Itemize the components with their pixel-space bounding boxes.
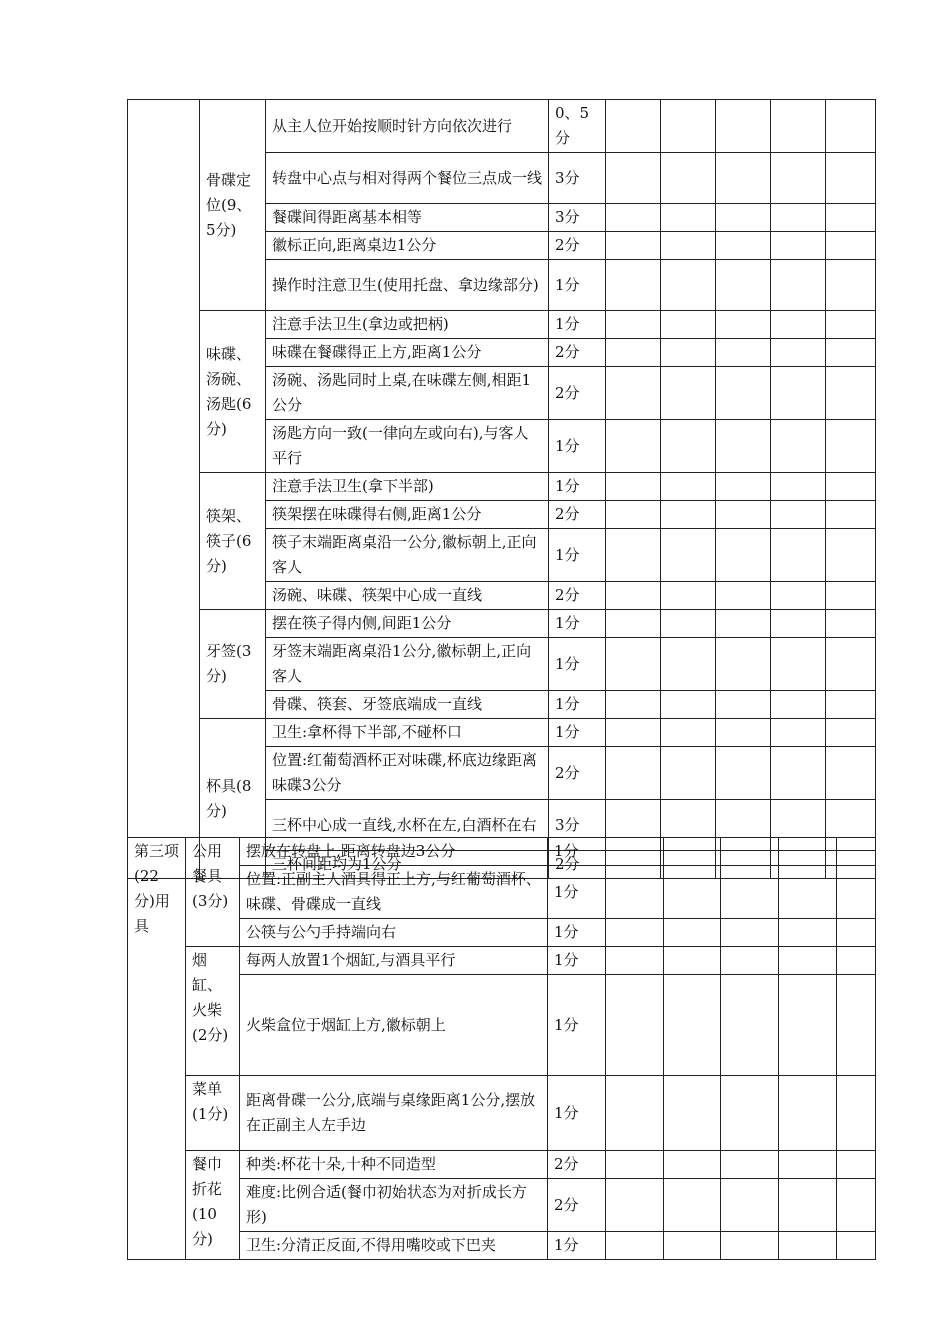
blank-grade-cell xyxy=(716,638,771,691)
blank-grade-cell xyxy=(837,1076,876,1151)
blank-grade-cell xyxy=(837,866,876,919)
blank-grade-cell xyxy=(826,638,876,691)
score-cell: 1分 xyxy=(549,420,606,473)
blank-grade-cell xyxy=(826,610,876,638)
blank-grade-cell xyxy=(716,311,771,339)
blank-grade-cell xyxy=(779,919,837,947)
blank-grade-cell xyxy=(826,582,876,610)
category-cell: 牙签(3分) xyxy=(200,610,266,719)
blank-grade-cell xyxy=(664,1076,721,1151)
blank-grade-cell xyxy=(661,153,716,204)
score-cell: 1分 xyxy=(549,529,606,582)
blank-grade-cell xyxy=(661,719,716,747)
score-cell: 1分 xyxy=(548,838,606,866)
blank-grade-cell xyxy=(716,719,771,747)
score-cell: 2分 xyxy=(549,501,606,529)
blank-grade-cell xyxy=(661,367,716,420)
blank-grade-cell xyxy=(606,339,661,367)
section-name: 第三项(22分)用具 xyxy=(128,838,186,1260)
blank-grade-cell xyxy=(606,975,664,1076)
score-cell: 1分 xyxy=(549,610,606,638)
blank-grade-cell xyxy=(721,1076,779,1151)
blank-grade-cell xyxy=(661,638,716,691)
criterion-text: 火柴盒位于烟缸上方,徽标朝上 xyxy=(240,975,548,1076)
blank-grade-cell xyxy=(664,866,721,919)
blank-grade-cell xyxy=(606,691,661,719)
blank-grade-cell xyxy=(606,311,661,339)
blank-grade-cell xyxy=(664,838,721,866)
score-cell: 1分 xyxy=(548,975,606,1076)
blank-grade-cell xyxy=(606,1151,664,1179)
criterion-text: 转盘中心点与相对得两个餐位三点成一线 xyxy=(266,153,549,204)
category-cell: 菜单(1分) xyxy=(186,1076,240,1151)
criterion-text: 徽标正向,距离桌边1公分 xyxy=(266,232,549,260)
blank-grade-cell xyxy=(771,260,826,311)
blank-grade-cell xyxy=(661,691,716,719)
score-cell: 1分 xyxy=(549,638,606,691)
criterion-text: 卫生:拿杯得下半部,不碰杯口 xyxy=(266,719,549,747)
criterion-text: 摆在筷子得内侧,间距1公分 xyxy=(266,610,549,638)
blank-grade-cell xyxy=(826,204,876,232)
category-cell: 餐巾折花(10分) xyxy=(186,1151,240,1260)
blank-grade-cell xyxy=(661,204,716,232)
blank-grade-cell xyxy=(606,153,661,204)
blank-grade-cell xyxy=(826,501,876,529)
blank-grade-cell xyxy=(837,838,876,866)
blank-grade-cell xyxy=(826,232,876,260)
score-cell: 2分 xyxy=(549,747,606,800)
blank-grade-cell xyxy=(779,975,837,1076)
criterion-text: 筷架摆在味碟得右侧,距离1公分 xyxy=(266,501,549,529)
blank-grade-cell xyxy=(664,1179,721,1232)
blank-grade-cell xyxy=(771,719,826,747)
score-cell: 1分 xyxy=(548,947,606,975)
blank-grade-cell xyxy=(721,947,779,975)
section-cell-blank xyxy=(128,100,200,879)
blank-grade-cell xyxy=(661,420,716,473)
blank-grade-cell xyxy=(771,691,826,719)
blank-grade-cell xyxy=(606,838,664,866)
blank-grade-cell xyxy=(606,719,661,747)
blank-grade-cell xyxy=(771,501,826,529)
blank-grade-cell xyxy=(606,638,661,691)
blank-grade-cell xyxy=(661,529,716,582)
blank-grade-cell xyxy=(716,339,771,367)
blank-grade-cell xyxy=(826,747,876,800)
blank-grade-cell xyxy=(664,919,721,947)
blank-grade-cell xyxy=(716,204,771,232)
blank-grade-cell xyxy=(661,311,716,339)
blank-grade-cell xyxy=(826,691,876,719)
blank-grade-cell xyxy=(826,260,876,311)
score-cell: 1分 xyxy=(549,311,606,339)
criterion-text: 餐碟间得距离基本相等 xyxy=(266,204,549,232)
blank-grade-cell xyxy=(606,919,664,947)
criterion-text: 注意手法卫生(拿下半部) xyxy=(266,473,549,501)
blank-grade-cell xyxy=(606,529,661,582)
criterion-text: 三杯间距均为1公分 xyxy=(266,851,549,879)
score-cell: 3分 xyxy=(549,204,606,232)
blank-grade-cell xyxy=(826,529,876,582)
score-cell: 1分 xyxy=(549,473,606,501)
blank-grade-cell xyxy=(826,100,876,153)
criterion-text: 从主人位开始按顺时针方向依次进行 xyxy=(266,100,549,153)
blank-grade-cell xyxy=(661,260,716,311)
blank-grade-cell xyxy=(606,420,661,473)
criterion-text: 骨碟、筷套、牙签底端成一直线 xyxy=(266,691,549,719)
blank-grade-cell xyxy=(837,919,876,947)
category-cell: 筷架、筷子(6分) xyxy=(200,473,266,610)
blank-grade-cell xyxy=(837,1179,876,1232)
blank-grade-cell xyxy=(664,1232,721,1260)
blank-grade-cell xyxy=(661,100,716,153)
blank-grade-cell xyxy=(716,691,771,719)
scoring-table-upper xyxy=(127,99,876,879)
blank-grade-cell xyxy=(837,1151,876,1179)
blank-grade-cell xyxy=(779,866,837,919)
criterion-text: 汤碗、味碟、筷架中心成一直线 xyxy=(266,582,549,610)
category-cell: 公用餐具(3分) xyxy=(186,838,240,947)
blank-grade-cell xyxy=(826,339,876,367)
blank-grade-cell xyxy=(779,1179,837,1232)
blank-grade-cell xyxy=(661,473,716,501)
criterion-text: 牙签末端距离桌沿1公分,徽标朝上,正向客人 xyxy=(266,638,549,691)
blank-grade-cell xyxy=(779,1076,837,1151)
blank-grade-cell xyxy=(661,339,716,367)
blank-grade-cell xyxy=(716,501,771,529)
score-cell: 0、5分 xyxy=(549,100,606,153)
blank-grade-cell xyxy=(606,473,661,501)
blank-grade-cell xyxy=(721,1151,779,1179)
blank-grade-cell xyxy=(771,100,826,153)
criterion-text: 每两人放置1个烟缸,与酒具平行 xyxy=(240,947,548,975)
blank-grade-cell xyxy=(771,232,826,260)
score-cell: 1分 xyxy=(549,719,606,747)
criterion-text: 汤匙方向一致(一律向左或向右),与客人平行 xyxy=(266,420,549,473)
blank-grade-cell xyxy=(837,975,876,1076)
blank-grade-cell xyxy=(771,367,826,420)
blank-grade-cell xyxy=(771,153,826,204)
scoring-table-lower xyxy=(127,837,876,1260)
blank-grade-cell xyxy=(826,311,876,339)
criterion-text: 味碟在餐碟得正上方,距离1公分 xyxy=(266,339,549,367)
score-cell: 2分 xyxy=(548,1151,606,1179)
blank-grade-cell xyxy=(771,610,826,638)
blank-grade-cell xyxy=(664,1151,721,1179)
criterion-text: 操作时注意卫生(使用托盘、拿边缘部分) xyxy=(266,260,549,311)
score-cell: 2分 xyxy=(549,232,606,260)
blank-grade-cell xyxy=(661,232,716,260)
criterion-text: 筷子末端距离桌沿一公分,徽标朝上,正向客人 xyxy=(266,529,549,582)
criterion-text: 距离骨碟一公分,底端与桌缘距离1公分,摆放在正副主人左手边 xyxy=(240,1076,548,1151)
blank-grade-cell xyxy=(716,100,771,153)
category-cell: 味碟、汤碗、汤匙(6分) xyxy=(200,311,266,473)
blank-grade-cell xyxy=(721,975,779,1076)
blank-grade-cell xyxy=(771,747,826,800)
blank-grade-cell xyxy=(606,232,661,260)
score-cell: 1分 xyxy=(548,1076,606,1151)
blank-grade-cell xyxy=(606,610,661,638)
blank-grade-cell xyxy=(826,473,876,501)
score-cell: 2分 xyxy=(549,851,606,879)
blank-grade-cell xyxy=(779,1151,837,1179)
blank-grade-cell xyxy=(716,529,771,582)
criterion-text: 公筷与公勺手持端向右 xyxy=(240,919,548,947)
score-cell: 3分 xyxy=(549,800,606,851)
blank-grade-cell xyxy=(721,1232,779,1260)
blank-grade-cell xyxy=(721,919,779,947)
blank-grade-cell xyxy=(716,260,771,311)
blank-grade-cell xyxy=(606,367,661,420)
category-cell: 烟缸、火柴(2分) xyxy=(186,947,240,1076)
blank-grade-cell xyxy=(716,747,771,800)
criterion-text: 摆放在转盘上,距离转盘边3公分 xyxy=(240,838,548,866)
blank-grade-cell xyxy=(606,947,664,975)
criterion-text: 位置:红葡萄酒杯正对味碟,杯底边缘距离味碟3公分 xyxy=(266,747,549,800)
blank-grade-cell xyxy=(661,747,716,800)
blank-grade-cell xyxy=(606,1232,664,1260)
blank-grade-cell xyxy=(606,1076,664,1151)
blank-grade-cell xyxy=(716,153,771,204)
blank-grade-cell xyxy=(837,1232,876,1260)
blank-grade-cell xyxy=(771,638,826,691)
blank-grade-cell xyxy=(826,367,876,420)
blank-grade-cell xyxy=(606,204,661,232)
score-cell: 1分 xyxy=(548,866,606,919)
blank-grade-cell xyxy=(606,100,661,153)
score-cell: 1分 xyxy=(548,919,606,947)
blank-grade-cell xyxy=(716,367,771,420)
blank-grade-cell xyxy=(721,866,779,919)
blank-grade-cell xyxy=(716,473,771,501)
criterion-text: 位置:正副主人酒具得正上方,与红葡萄酒杯、味碟、骨碟成一直线 xyxy=(240,866,548,919)
score-cell: 1分 xyxy=(549,260,606,311)
blank-grade-cell xyxy=(606,501,661,529)
score-cell: 2分 xyxy=(549,582,606,610)
blank-grade-cell xyxy=(716,582,771,610)
blank-grade-cell xyxy=(826,420,876,473)
criterion-text: 种类:杯花十朵,十种不同造型 xyxy=(240,1151,548,1179)
blank-grade-cell xyxy=(716,610,771,638)
score-cell: 2分 xyxy=(549,339,606,367)
blank-grade-cell xyxy=(664,947,721,975)
blank-grade-cell xyxy=(837,947,876,975)
score-cell: 1分 xyxy=(549,691,606,719)
blank-grade-cell xyxy=(661,501,716,529)
blank-grade-cell xyxy=(606,260,661,311)
blank-grade-cell xyxy=(779,838,837,866)
criterion-text: 卫生:分清正反面,不得用嘴咬或下巴夹 xyxy=(240,1232,548,1260)
blank-grade-cell xyxy=(826,153,876,204)
criterion-text: 注意手法卫生(拿边或把柄) xyxy=(266,311,549,339)
blank-grade-cell xyxy=(771,582,826,610)
blank-grade-cell xyxy=(606,1179,664,1232)
blank-grade-cell xyxy=(771,204,826,232)
blank-grade-cell xyxy=(771,529,826,582)
blank-grade-cell xyxy=(606,866,664,919)
blank-grade-cell xyxy=(771,339,826,367)
blank-grade-cell xyxy=(779,947,837,975)
blank-grade-cell xyxy=(721,838,779,866)
blank-grade-cell xyxy=(721,1179,779,1232)
blank-grade-cell xyxy=(606,747,661,800)
blank-grade-cell xyxy=(661,582,716,610)
blank-grade-cell xyxy=(771,311,826,339)
category-cell: 骨碟定位(9、5分) xyxy=(200,100,266,311)
criterion-text: 汤碗、汤匙同时上桌,在味碟左侧,相距1公分 xyxy=(266,367,549,420)
blank-grade-cell xyxy=(771,473,826,501)
blank-grade-cell xyxy=(779,1232,837,1260)
blank-grade-cell xyxy=(606,582,661,610)
blank-grade-cell xyxy=(716,420,771,473)
criterion-text: 难度:比例合适(餐巾初始状态为对折成长方形) xyxy=(240,1179,548,1232)
blank-grade-cell xyxy=(771,420,826,473)
score-cell: 2分 xyxy=(549,367,606,420)
score-cell: 1分 xyxy=(548,1232,606,1260)
criterion-text: 三杯中心成一直线,水杯在左,白酒杯在右 xyxy=(266,800,549,851)
score-cell: 3分 xyxy=(549,153,606,204)
score-cell: 2分 xyxy=(548,1179,606,1232)
blank-grade-cell xyxy=(664,975,721,1076)
blank-grade-cell xyxy=(661,610,716,638)
category-cell: 杯具(8分) xyxy=(200,719,266,879)
blank-grade-cell xyxy=(826,719,876,747)
blank-grade-cell xyxy=(716,232,771,260)
